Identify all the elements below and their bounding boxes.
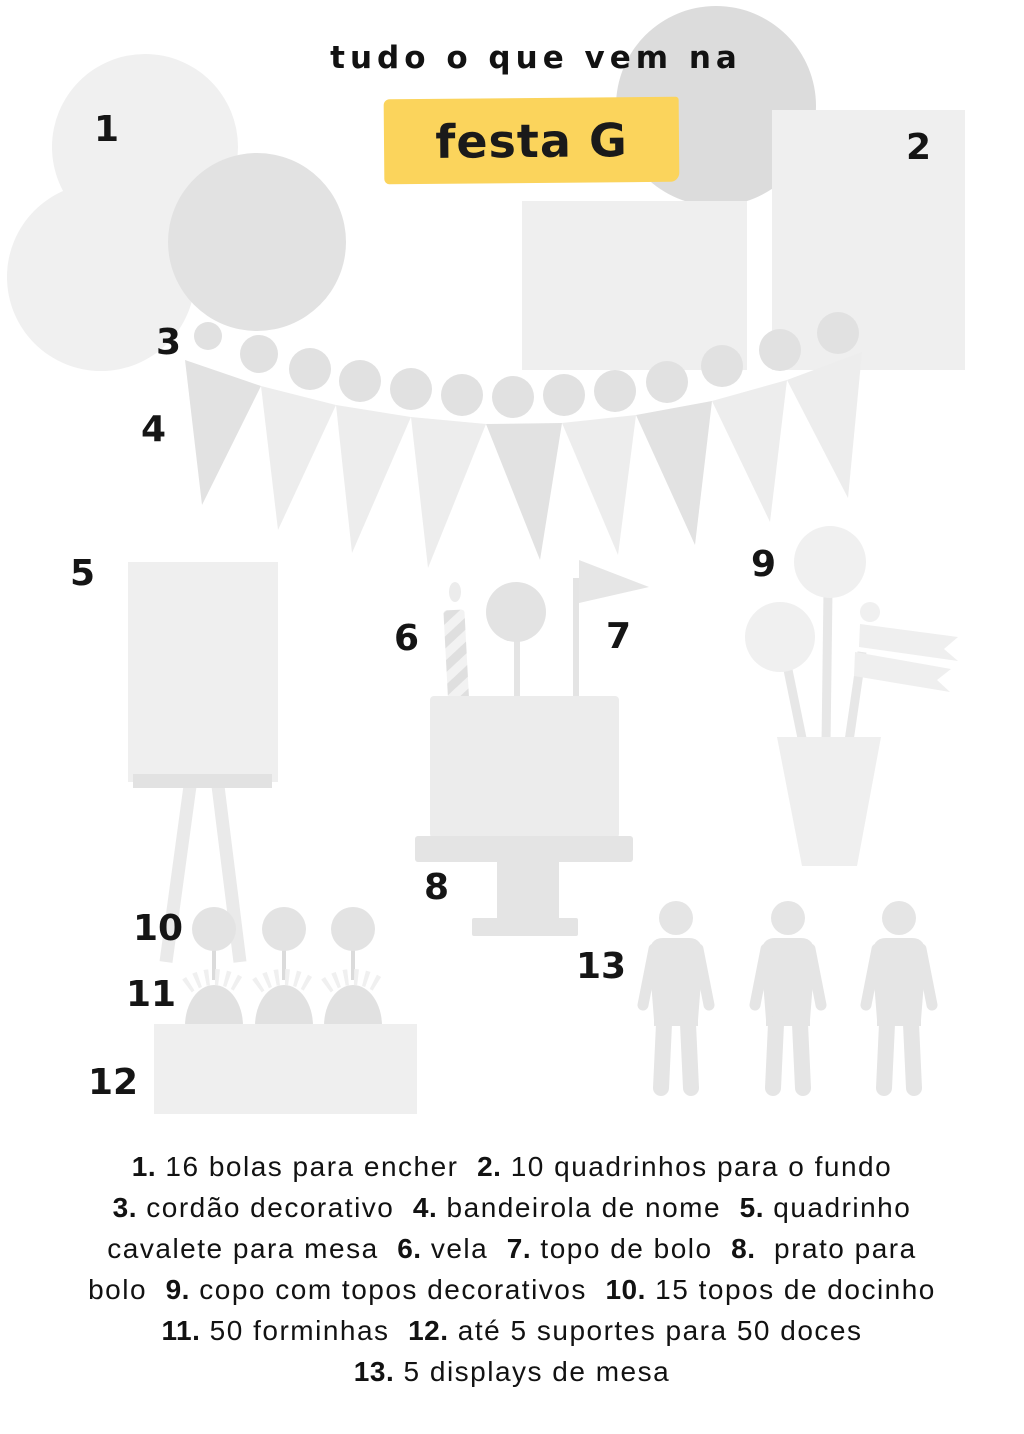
legend-line: cavalete para mesa 6. vela 7. topo de bolo 8. prato para [107,1233,917,1264]
balloon-right [168,153,346,331]
easel-tray [133,774,272,788]
dessert-support [154,1024,417,1114]
candle-icon [443,609,469,707]
item-label-5: 5 [70,553,96,594]
legend-line: 13. 5 displays de mesa [353,1356,671,1387]
title-highlight [384,97,680,185]
easel-illustration [128,562,278,962]
item-label-4: 4 [141,409,167,450]
candle-flame-icon [449,582,461,602]
cake-plate [415,836,633,862]
item-label-12: 12 [88,1062,139,1103]
item-label-9: 9 [751,544,777,585]
cup-toppers-illustration [745,526,958,866]
item-label-10: 10 [133,908,184,949]
item-label-11: 11 [126,974,177,1015]
cake-plate-base [472,918,578,936]
item-label-6: 6 [394,618,420,659]
item-label-3: 3 [156,322,182,363]
legend [0,1146,1024,1392]
flag-topper-icon [579,560,649,603]
table-display-illustration [643,901,932,1088]
legend-line: 3. cordão decorativo 4. bandeirola de nome 5. quadrinho [112,1192,912,1223]
item-label-1: 1 [94,109,120,150]
item-label-7: 7 [606,616,632,657]
cup [777,737,881,866]
item-label-8: 8 [424,867,450,908]
cake-plate-stem [497,860,559,922]
cake-body [430,696,619,838]
backdrop-square-left [522,201,747,370]
page-title: festa G [435,112,628,169]
legend-line: 1. 16 bolas para encher 2. 10 quadrinhos para o fundo [131,1151,893,1182]
ribbon-flag-bottom [854,652,951,692]
ball-topper-icon [486,582,546,642]
legend-line: bolo 9. copo com topos decorativos 10. 15 topos de docinho [88,1274,936,1305]
page-kicker: tudo o que vem na [330,40,742,76]
dessert-stand-illustration [154,907,417,1114]
item-label-13: 13 [576,946,627,987]
backdrop-square-right [772,110,965,370]
legend-line: 11. 50 forminhas 12. até 5 suportes para 50 doces [161,1315,863,1346]
item-label-2: 2 [906,127,932,168]
easel-canvas [128,562,278,782]
